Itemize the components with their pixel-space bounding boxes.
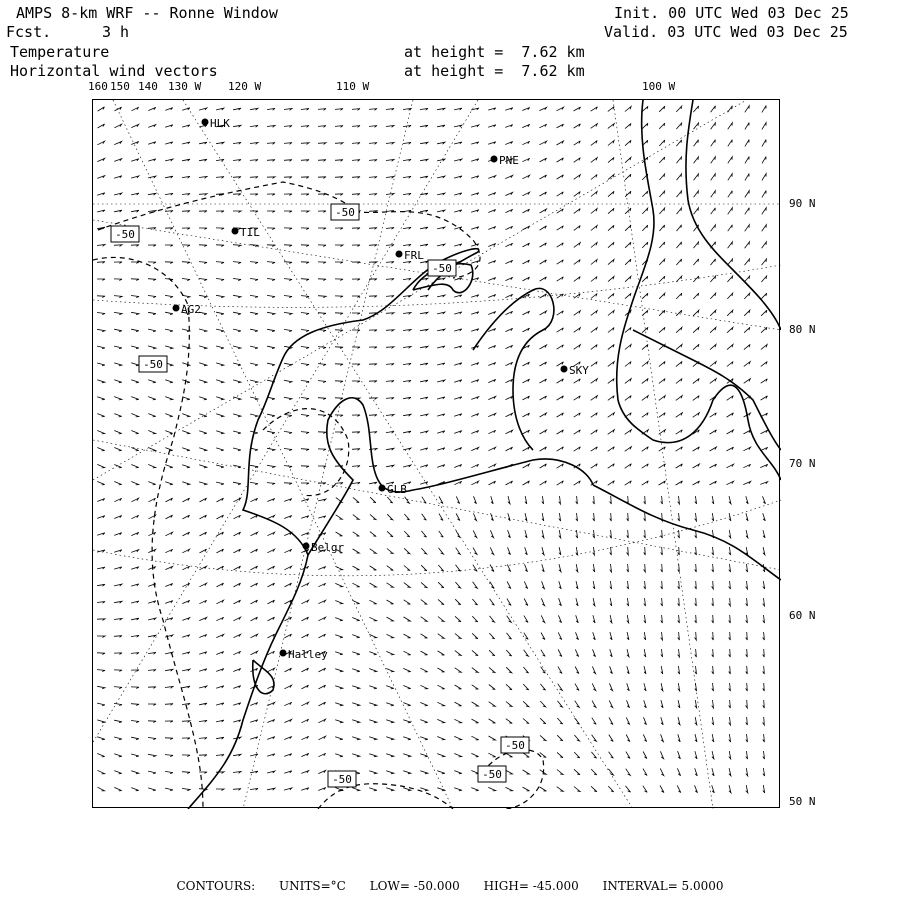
latitude-label: 90 N — [789, 197, 816, 210]
wind-vector-field — [97, 106, 768, 793]
graticule-lines — [93, 100, 781, 809]
station-marker — [303, 541, 345, 554]
contour-label — [428, 260, 456, 276]
longitude-label: 150 — [110, 80, 130, 93]
latitude-label: 80 N — [789, 323, 816, 336]
map-panel — [92, 99, 780, 808]
svg-text:-50: -50 — [432, 262, 452, 275]
station-marker — [561, 364, 590, 377]
station-marker — [202, 117, 231, 130]
contour-label — [328, 771, 356, 787]
forecast-label: Fcst. — [6, 23, 52, 41]
station-marker — [379, 483, 408, 496]
contour-label — [501, 737, 529, 753]
longitude-label: 140 — [138, 80, 158, 93]
station-marker — [396, 249, 425, 262]
contours-label: CONTOURS: — [176, 879, 256, 893]
contour-label — [139, 356, 167, 372]
svg-text:GLB: GLB — [387, 483, 407, 496]
contour-units: UNITS=°C — [279, 879, 346, 893]
contour-low: LOW= -50.000 — [369, 879, 460, 893]
svg-text:AG2: AG2 — [181, 303, 201, 316]
svg-text:PNE: PNE — [499, 154, 519, 167]
contour-info — [0, 879, 900, 893]
contour-label — [478, 766, 506, 782]
svg-text:TIL: TIL — [240, 226, 260, 239]
latitude-label: 60 N — [789, 609, 816, 622]
coastline — [188, 100, 781, 809]
station-marker — [280, 648, 329, 661]
longitude-label: 160 — [88, 80, 108, 93]
plot-title: AMPS 8-km WRF -- Ronne Window — [16, 4, 278, 22]
contour-label — [331, 204, 359, 220]
svg-text:SKY: SKY — [569, 364, 589, 377]
svg-text:-50: -50 — [482, 768, 502, 781]
map-canvas — [93, 100, 781, 809]
contour-interval: INTERVAL= 5.0000 — [602, 879, 724, 893]
longitude-label: 110 W — [336, 80, 370, 93]
station-marker — [173, 303, 201, 316]
svg-text:-50: -50 — [143, 358, 163, 371]
forecast-value: 3 h — [102, 23, 130, 41]
svg-text:-50: -50 — [505, 739, 525, 752]
init-time: Init. 00 UTC Wed 03 Dec 25 — [614, 4, 849, 22]
field-temperature-height: at height = 7.62 km — [404, 43, 585, 61]
latitude-label: 50 N — [789, 795, 816, 808]
field-wind-height: at height = 7.62 km — [404, 62, 585, 80]
svg-text:Halley: Halley — [288, 648, 328, 661]
temperature-contours — [93, 182, 544, 809]
svg-text:Belgr: Belgr — [311, 541, 345, 554]
latitude-label: 70 N — [789, 457, 816, 470]
longitude-label: 130 W — [168, 80, 202, 93]
longitude-label: 120 W — [228, 80, 262, 93]
contour-label — [111, 226, 139, 242]
svg-text:-50: -50 — [335, 206, 355, 219]
contour-high: HIGH= -45.000 — [483, 879, 579, 893]
svg-text:FRL: FRL — [404, 249, 424, 262]
svg-text:-50: -50 — [115, 228, 135, 241]
valid-time: Valid. 03 UTC Wed 03 Dec 25 — [604, 23, 848, 41]
station-marker — [232, 226, 261, 239]
svg-text:HLK: HLK — [210, 117, 230, 130]
longitude-label: 100 W — [642, 80, 676, 93]
field-temperature-label: Temperature — [10, 43, 110, 61]
field-wind-label: Horizontal wind vectors — [10, 62, 218, 80]
svg-text:-50: -50 — [332, 773, 352, 786]
station-marker — [491, 154, 519, 167]
